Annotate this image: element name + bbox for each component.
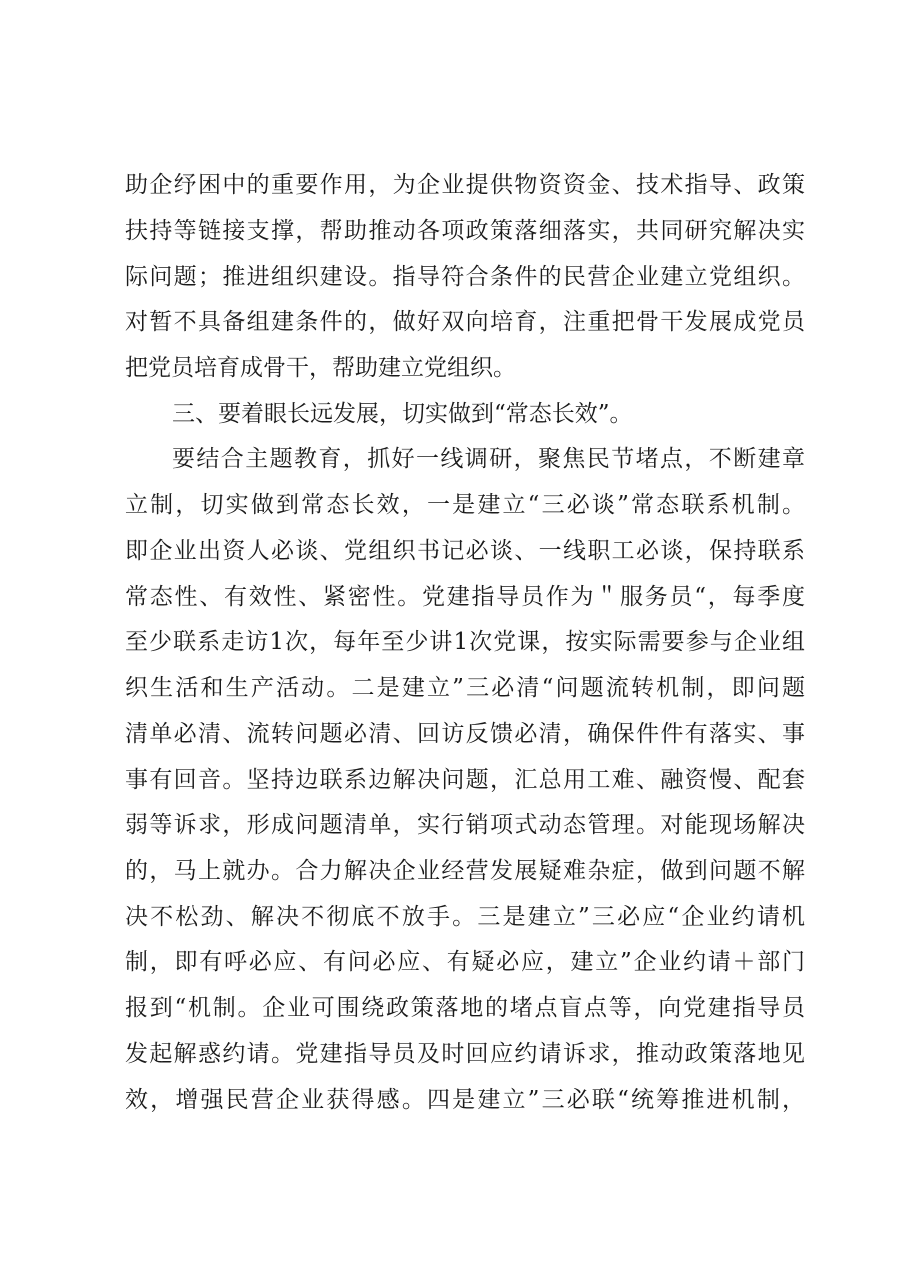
- text-line-16: 的，马上就办。合力解决企业经营发展疑难杂症，做到问题不解: [125, 858, 805, 884]
- paragraph-start-line: 要结合主题教育，抓好一线调研，聚焦民节堵点，不断建章: [172, 446, 805, 472]
- text-line-21: 效，增强民营企业获得感。四是建立”三必联“统筹推进机制，: [125, 1087, 805, 1113]
- text-line-14: 事有回音。坚持边联系边解决问题，汇总用工难、融资慢、配套: [125, 767, 805, 793]
- text-line-10: 常态性、有效性、紧密性。党建指导员作为＂服务员“，每季度: [125, 584, 805, 610]
- text-line-8: 立制，切实做到常态长效，一是建立“三必谈”常态联系机制。: [125, 492, 805, 518]
- text-line-15: 弱等诉求，形成问题清单，实行销项式动态管理。对能现场解决: [125, 812, 805, 838]
- text-line-13: 清单必清、流转问题必清、回访反馈必清，确保件件有落实、事: [125, 721, 805, 747]
- text-line-12: 织生活和生产活动。二是建立”三必清“问题流转机制，即问题: [125, 675, 805, 701]
- text-line-4: 对暂不具备组建条件的，做好双向培育，注重把骨干发展成党员: [125, 309, 805, 335]
- text-line-9: 即企业出资人必谈、党组织书记必谈、一线职工必谈，保持联系: [125, 538, 805, 564]
- text-line-2: 扶持等链接支撑，帮助推动各项政策落细落实，共同研究解决实: [125, 218, 805, 244]
- text-line-17: 决不松劲、解决不彻底不放手。三是建立”三必应“企业约请机: [125, 904, 805, 930]
- text-line-18: 制，即有呼必应、有问必应、有疑必应，建立”企业约请＋部门: [125, 949, 805, 975]
- text-line-11: 至少联系走访1次，每年至少讲1次党课，按实际需要参与企业组: [125, 629, 805, 655]
- text-line-20: 发起解惑约请。党建指导员及时回应约请诉求，推动政策落地见: [125, 1041, 805, 1067]
- text-line-1: 助企纾困中的重要作用，为企业提供物资资金、技术指导、政策: [125, 172, 805, 198]
- text-line-5: 把党员培育成骨干，帮助建立党组织。: [125, 355, 516, 381]
- text-line-3: 际问题；推进组织建设。指导符合条件的民营企业建立党组织。: [125, 264, 805, 290]
- section-heading: 三、要着眼长远发展，切实做到“常态长效”。: [172, 401, 633, 427]
- text-line-19: 报到“机制。企业可围绕政策落地的堵点盲点等，向党建指导员: [125, 995, 805, 1021]
